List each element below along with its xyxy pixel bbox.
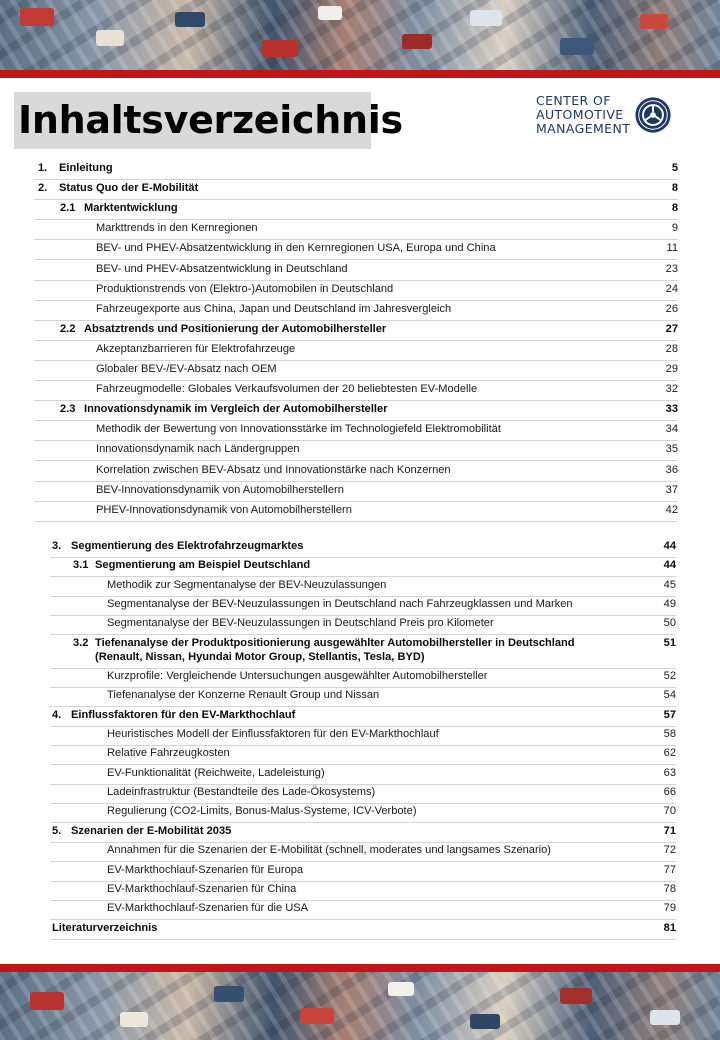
toc-entry-row[interactable]: [34, 501, 678, 522]
toc-entry-row[interactable]: [34, 340, 678, 361]
toc-entry-label: Fahrzeugmodelle: Globales Verkaufsvolumen der 20 beliebtesten EV-Modelle: [96, 383, 478, 396]
banner-car: [20, 8, 54, 26]
toc-page-number: 57: [663, 708, 676, 721]
footer-photo-banner: [0, 972, 720, 1040]
toc-entry-title: [107, 725, 439, 744]
toc-entry-title: [107, 614, 494, 633]
toc-page-number: 8: [671, 202, 678, 215]
toc-entry-title: [96, 420, 501, 439]
toc-page-number: 58: [663, 728, 676, 741]
toc-entry-title: [73, 556, 310, 575]
toc-entry-label: Marktentwicklung: [84, 202, 178, 215]
toc-section-row[interactable]: [50, 556, 676, 577]
toc-page-number: 37: [665, 483, 678, 496]
toc-page-number: 28: [665, 342, 678, 355]
toc-entry-number: 3.1: [73, 559, 89, 572]
toc-page-number: 50: [663, 617, 676, 630]
toc-entry-title: [96, 501, 352, 520]
toc-entry-title: [96, 280, 393, 299]
toc-entry-title: [107, 764, 325, 783]
toc-entry-row[interactable]: [34, 420, 678, 441]
toc-entry-label: Relative Fahrzeugkosten: [107, 747, 230, 760]
toc-entry-row[interactable]: [34, 481, 678, 502]
banner-car: [120, 1012, 148, 1027]
toc-entry-row[interactable]: [34, 461, 678, 482]
toc-page-number: 70: [663, 805, 676, 818]
toc-entry-row[interactable]: [50, 802, 676, 823]
toc-entry-title: [107, 861, 303, 880]
toc-entry-label: Innovationsdynamik im Vergleich der Automobilhersteller: [84, 403, 388, 416]
toc-entry-title: [52, 706, 295, 725]
toc-entry-number: 1.: [38, 162, 48, 174]
banner-car: [650, 1010, 680, 1025]
toc-entry-number: 5.: [52, 824, 62, 837]
toc-entry-number: 4.: [52, 708, 62, 721]
toc-entry-label: Fahrzeugexporte aus China, Japan und Deutschland im Jahresvergleich: [96, 302, 452, 315]
banner-car: [640, 14, 668, 29]
toc-entry-row[interactable]: [34, 260, 678, 281]
toc-page-number: 42: [665, 503, 678, 516]
toc-entry-label: Szenarien der E-Mobilität 2035: [71, 824, 232, 837]
toc-entry-title: [60, 400, 388, 419]
toc-entry-row[interactable]: [50, 783, 676, 804]
toc-entry-number: 2.: [38, 182, 48, 195]
toc-entry-label: Tiefenanalyse der Produktpositionierung ausgewählter Automobilhersteller in Deutschland: [95, 636, 575, 649]
banner-car: [560, 988, 592, 1004]
toc-page-number: 11: [666, 242, 678, 255]
banner-car: [30, 992, 64, 1010]
toc-entry-title: [96, 300, 451, 319]
toc-entry-label: Produktionstrends von (Elektro-)Automobilen in Deutschland: [96, 282, 394, 295]
banner-car: [402, 34, 432, 49]
toc-entry-title: [96, 440, 300, 459]
toc-entry-row[interactable]: [50, 667, 676, 688]
toc-entry-title: [96, 360, 277, 379]
toc-page-number: 54: [663, 689, 676, 702]
toc-page-number: 71: [663, 824, 676, 837]
logo-line-2: AUTOMOTIVE: [536, 107, 624, 122]
toc-page-number: 23: [665, 262, 678, 275]
toc-entry-title: [52, 822, 231, 841]
toc-page-number: 29: [665, 363, 678, 375]
toc-entry-title: [107, 899, 308, 918]
toc-entry-label: Methodik zur Segmentanalyse der BEV-Neuzulassungen: [107, 578, 387, 591]
banner-car: [262, 40, 298, 57]
toc-page-number: 78: [663, 882, 676, 895]
header-accent-line: [0, 70, 720, 78]
toc-bibliography-row[interactable]: [50, 919, 676, 940]
toc-page-number: 5: [671, 162, 678, 174]
toc-chapter-row[interactable]: [34, 159, 678, 180]
banner-car: [560, 38, 594, 55]
toc-page-number: 36: [665, 463, 678, 476]
toc-entry-row[interactable]: [50, 686, 676, 707]
toc-entry-label: EV-Markthochlauf-Szenarien für die USA: [107, 902, 309, 915]
toc-entry-number: 2.1: [60, 202, 76, 215]
footer-accent-line: [0, 964, 720, 972]
banner-car: [318, 6, 342, 20]
toc-entry-title: [107, 802, 417, 821]
toc-entry-title: [96, 219, 258, 238]
toc-entry-number: 3.: [52, 540, 62, 552]
toc-page-number: 9: [671, 222, 678, 235]
toc-entry-label: PHEV-Innovationsdynamik von Automobilherstellern: [96, 503, 352, 516]
toc-entry-title: [107, 686, 379, 705]
toc-page-number: 49: [663, 598, 676, 611]
toc-entry-row[interactable]: [50, 899, 676, 920]
toc-entry-number: 2.3: [60, 403, 76, 416]
toc-entry-title: [52, 537, 303, 556]
toc-page-number: 44: [663, 559, 676, 572]
toc-section-row[interactable]: [34, 400, 678, 421]
logo-text: [536, 94, 630, 136]
toc-entry-label: BEV- und PHEV-Absatzentwicklung in Deutschland: [96, 262, 348, 275]
toc-entry-row[interactable]: [50, 725, 676, 746]
banner-car: [470, 1014, 500, 1029]
toc-entry-row[interactable]: [50, 614, 676, 635]
toc-entry-title: [107, 880, 296, 899]
logo-line-3: MANAGEMENT: [536, 121, 631, 136]
banner-car: [388, 982, 414, 996]
toc-entry-title: [107, 576, 386, 595]
cam-logo: [536, 94, 676, 140]
toc-entry-label: Literaturverzeichnis: [52, 921, 158, 934]
banner-car: [175, 12, 205, 27]
toc-entry-title: [107, 595, 573, 614]
toc-entry-title: [73, 636, 575, 665]
banner-car: [96, 30, 124, 46]
banner-car: [214, 986, 244, 1002]
toc-entry-label: Kurzprofile: Vergleichende Untersuchungen ausgewählter Automobilhersteller: [107, 670, 488, 682]
toc-page-number: 52: [663, 670, 676, 682]
toc-entry-label: Innovationsdynamik nach Ländergruppen: [96, 443, 300, 456]
toc-page-number: 81: [663, 921, 676, 934]
toc-entry-label: Methodik der Bewertung von Innovationsstärke im Technologiefeld Elektromobilität: [96, 423, 501, 436]
toc-entry-label: Status Quo der E-Mobilität: [59, 182, 199, 195]
toc-entry-row[interactable]: [34, 380, 678, 401]
toc-entry-label: Ladeinfrastruktur (Bestandteile des Lade-Ökosystems): [107, 786, 376, 799]
toc-entry-label: Regulierung (CO2-Limits, Bonus-Malus-Systeme, ICV-Verbote): [107, 805, 417, 818]
toc-entry-title: [107, 667, 488, 686]
toc-entry-title: [96, 340, 295, 359]
toc-entry-label: Heuristisches Modell der Einflussfaktoren für den EV-Markthochlauf: [107, 728, 439, 741]
toc-page-number: 27: [665, 322, 678, 335]
toc-entry-row[interactable]: [34, 360, 678, 381]
toc-page-number: 45: [663, 578, 676, 591]
toc-entry-title: [38, 159, 113, 178]
toc-page-number: 34: [665, 423, 678, 436]
toc-entry-row[interactable]: [34, 300, 678, 321]
toc-section-row[interactable]: [50, 634, 676, 669]
toc-section-row[interactable]: [34, 199, 678, 220]
toc-entry-number: 3.2: [73, 636, 89, 649]
toc-entry-label: EV-Markthochlauf-Szenarien für Europa: [107, 863, 304, 876]
toc-chapter-row[interactable]: [34, 179, 678, 200]
toc-entry-row[interactable]: [50, 595, 676, 616]
toc-entry-label: BEV- und PHEV-Absatzentwicklung in den Kernregionen USA, Europa und China: [96, 242, 496, 255]
toc-page-number: 79: [663, 902, 676, 915]
toc-chapter-row[interactable]: [50, 537, 676, 558]
toc-page-number: 44: [663, 540, 676, 552]
page-title: Inhaltsverzeichnis: [18, 98, 403, 142]
toc-entry-label-continued: (Renault, Nissan, Hyundai Motor Group, Stellantis, Tesla, BYD): [95, 651, 425, 664]
toc-entry-label: Segmentanalyse der BEV-Neuzulassungen in Deutschland nach Fahrzeugklassen und Marken: [107, 598, 573, 611]
header-photo-banner: [0, 0, 720, 70]
toc-entry-label: BEV-Innovationsdynamik von Automobilherstellern: [96, 483, 344, 496]
toc-entry-title: [96, 260, 348, 279]
toc-page-number: 72: [663, 844, 676, 857]
toc-entry-row[interactable]: [34, 440, 678, 461]
toc-entry-title: [38, 179, 198, 198]
toc-entry-title: [96, 481, 344, 500]
toc-page-number: 77: [663, 863, 676, 876]
toc-entry-title: [52, 919, 157, 938]
toc-page-number: 26: [665, 302, 678, 315]
toc-entry-title: [96, 461, 451, 480]
toc-entry-title: [107, 841, 551, 860]
toc-entry-row[interactable]: [50, 764, 676, 785]
toc-section-row[interactable]: [34, 320, 678, 341]
banner-car: [300, 1008, 334, 1024]
toc-entry-title: [107, 783, 375, 802]
toc-page-number: 51: [663, 636, 676, 649]
toc-entry-label: Markttrends in den Kernregionen: [96, 222, 258, 235]
toc-entry-label: Einflussfaktoren für den EV-Markthochlauf: [71, 708, 296, 721]
toc-entry-row[interactable]: [50, 880, 676, 901]
toc-page-number: 63: [663, 766, 676, 779]
steering-wheel-seal-icon: [634, 96, 672, 134]
toc-entry-label: Korrelation zwischen BEV-Absatz und Innovationstärke nach Konzernen: [96, 463, 451, 476]
toc-entry-row[interactable]: [34, 239, 678, 260]
toc-page-number: 62: [663, 747, 676, 760]
toc-entry-label: Globaler BEV-/EV-Absatz nach OEM: [96, 363, 277, 375]
toc-entry-row[interactable]: [34, 219, 678, 240]
toc-entry-title: [60, 320, 386, 339]
toc-entry-label: Absatztrends und Positionierung der Automobilhersteller: [84, 322, 387, 335]
toc-entry-row[interactable]: [50, 744, 676, 765]
toc-entry-label: EV-Funktionalität (Reichweite, Ladeleistung): [107, 766, 325, 779]
toc-entry-title: [60, 199, 178, 218]
toc-chapter-row[interactable]: [50, 822, 676, 843]
toc-entry-row[interactable]: [50, 841, 676, 862]
toc-entry-title: [107, 744, 230, 763]
toc-entry-row[interactable]: [34, 280, 678, 301]
toc-entry-label: Segmentierung des Elektrofahrzeugmarktes: [71, 540, 304, 552]
toc-entry-label: Annahmen für die Szenarien der E-Mobilität (schnell, moderates und langsames Szenario): [107, 844, 551, 857]
toc-entry-row[interactable]: [50, 861, 676, 882]
toc-entry-label: Segmentierung am Beispiel Deutschland: [95, 559, 311, 572]
toc-page-number: 24: [665, 282, 678, 295]
logo-line-1: CENTER OF: [536, 93, 611, 108]
toc-entry-title: [96, 380, 477, 399]
toc-entry-number: 2.2: [60, 322, 76, 335]
toc-chapter-row[interactable]: [50, 706, 676, 727]
toc-entry-title: [96, 239, 496, 258]
toc-entry-label: Segmentanalyse der BEV-Neuzulassungen in Deutschland Preis pro Kilometer: [107, 617, 494, 630]
toc-entry-label: Akzeptanzbarrieren für Elektrofahrzeuge: [96, 342, 296, 355]
toc-page-number: 66: [663, 786, 676, 799]
banner-car: [470, 10, 502, 26]
toc-entry-row[interactable]: [50, 576, 676, 597]
toc-page-number: 8: [671, 182, 678, 195]
toc-entry-label: EV-Markthochlauf-Szenarien für China: [107, 882, 297, 895]
toc-entry-label: Einleitung: [59, 162, 113, 174]
toc-page-number: 32: [665, 383, 678, 396]
toc-page-number: 33: [665, 403, 678, 416]
toc-entry-label: Tiefenanalyse der Konzerne Renault Group und Nissan: [107, 689, 380, 702]
toc-page-number: 35: [665, 443, 678, 456]
